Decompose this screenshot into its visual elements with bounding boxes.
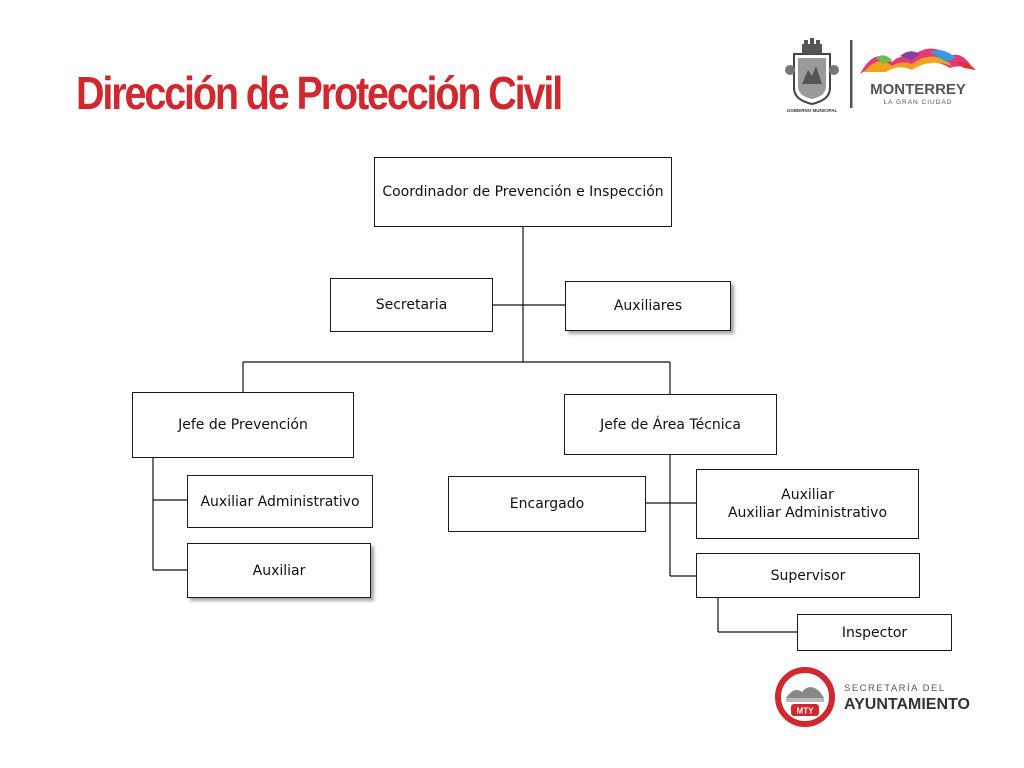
footer-logo-line2: AYUNTAMIENTO bbox=[844, 696, 970, 713]
city-name: MONTERREY bbox=[870, 81, 966, 98]
supervisor-box bbox=[696, 553, 920, 598]
encargado-label: Encargado bbox=[509, 496, 585, 512]
auxiliar-left-box bbox=[187, 543, 371, 598]
auxiliares-label: Auxiliares bbox=[613, 298, 683, 314]
mty-badge-text: MTY bbox=[796, 706, 814, 716]
jefe-area-tecnica-box bbox=[564, 394, 777, 455]
jefe-prevencion-box bbox=[132, 392, 354, 458]
secretaria-ayuntamiento-logo bbox=[772, 664, 992, 730]
mty-badge-icon bbox=[778, 670, 832, 724]
secretaria-label: Secretaria bbox=[375, 297, 448, 313]
jefe-prevencion-label: Jefe de Prevención bbox=[178, 417, 308, 433]
auxiliar-left-label: Auxiliar bbox=[252, 562, 306, 579]
auxiliar-right-box bbox=[696, 469, 919, 539]
encargado-box bbox=[448, 476, 646, 532]
auxiliar-right-label-line2: Auxiliar Administrativo bbox=[727, 505, 888, 521]
footer-logo-line1: SECRETARÍA DEL bbox=[844, 683, 946, 694]
inspector-box bbox=[797, 614, 952, 651]
city-tagline: LA GRAN CIUDAD bbox=[883, 99, 953, 106]
coordinator-box bbox=[374, 157, 672, 227]
auxiliares-box bbox=[565, 281, 731, 331]
auxiliar-right-label-line1: Auxiliar bbox=[781, 487, 834, 503]
aux-admin-left-box bbox=[187, 475, 373, 528]
secretaria-box bbox=[330, 278, 493, 332]
coordinator-label: Coordinador de Prevención e Inspección bbox=[382, 184, 664, 200]
inspector-label: Inspector bbox=[841, 624, 908, 641]
page-title: Dirección de Protección Civil bbox=[76, 67, 562, 119]
aux-admin-left-label: Auxiliar Administrativo bbox=[200, 493, 360, 510]
jefe-area-tecnica-label: Jefe de Área Técnica bbox=[600, 416, 741, 433]
supervisor-label: Supervisor bbox=[770, 567, 846, 584]
seal-caption: GOBIERNO MUNICIPAL bbox=[786, 108, 838, 113]
